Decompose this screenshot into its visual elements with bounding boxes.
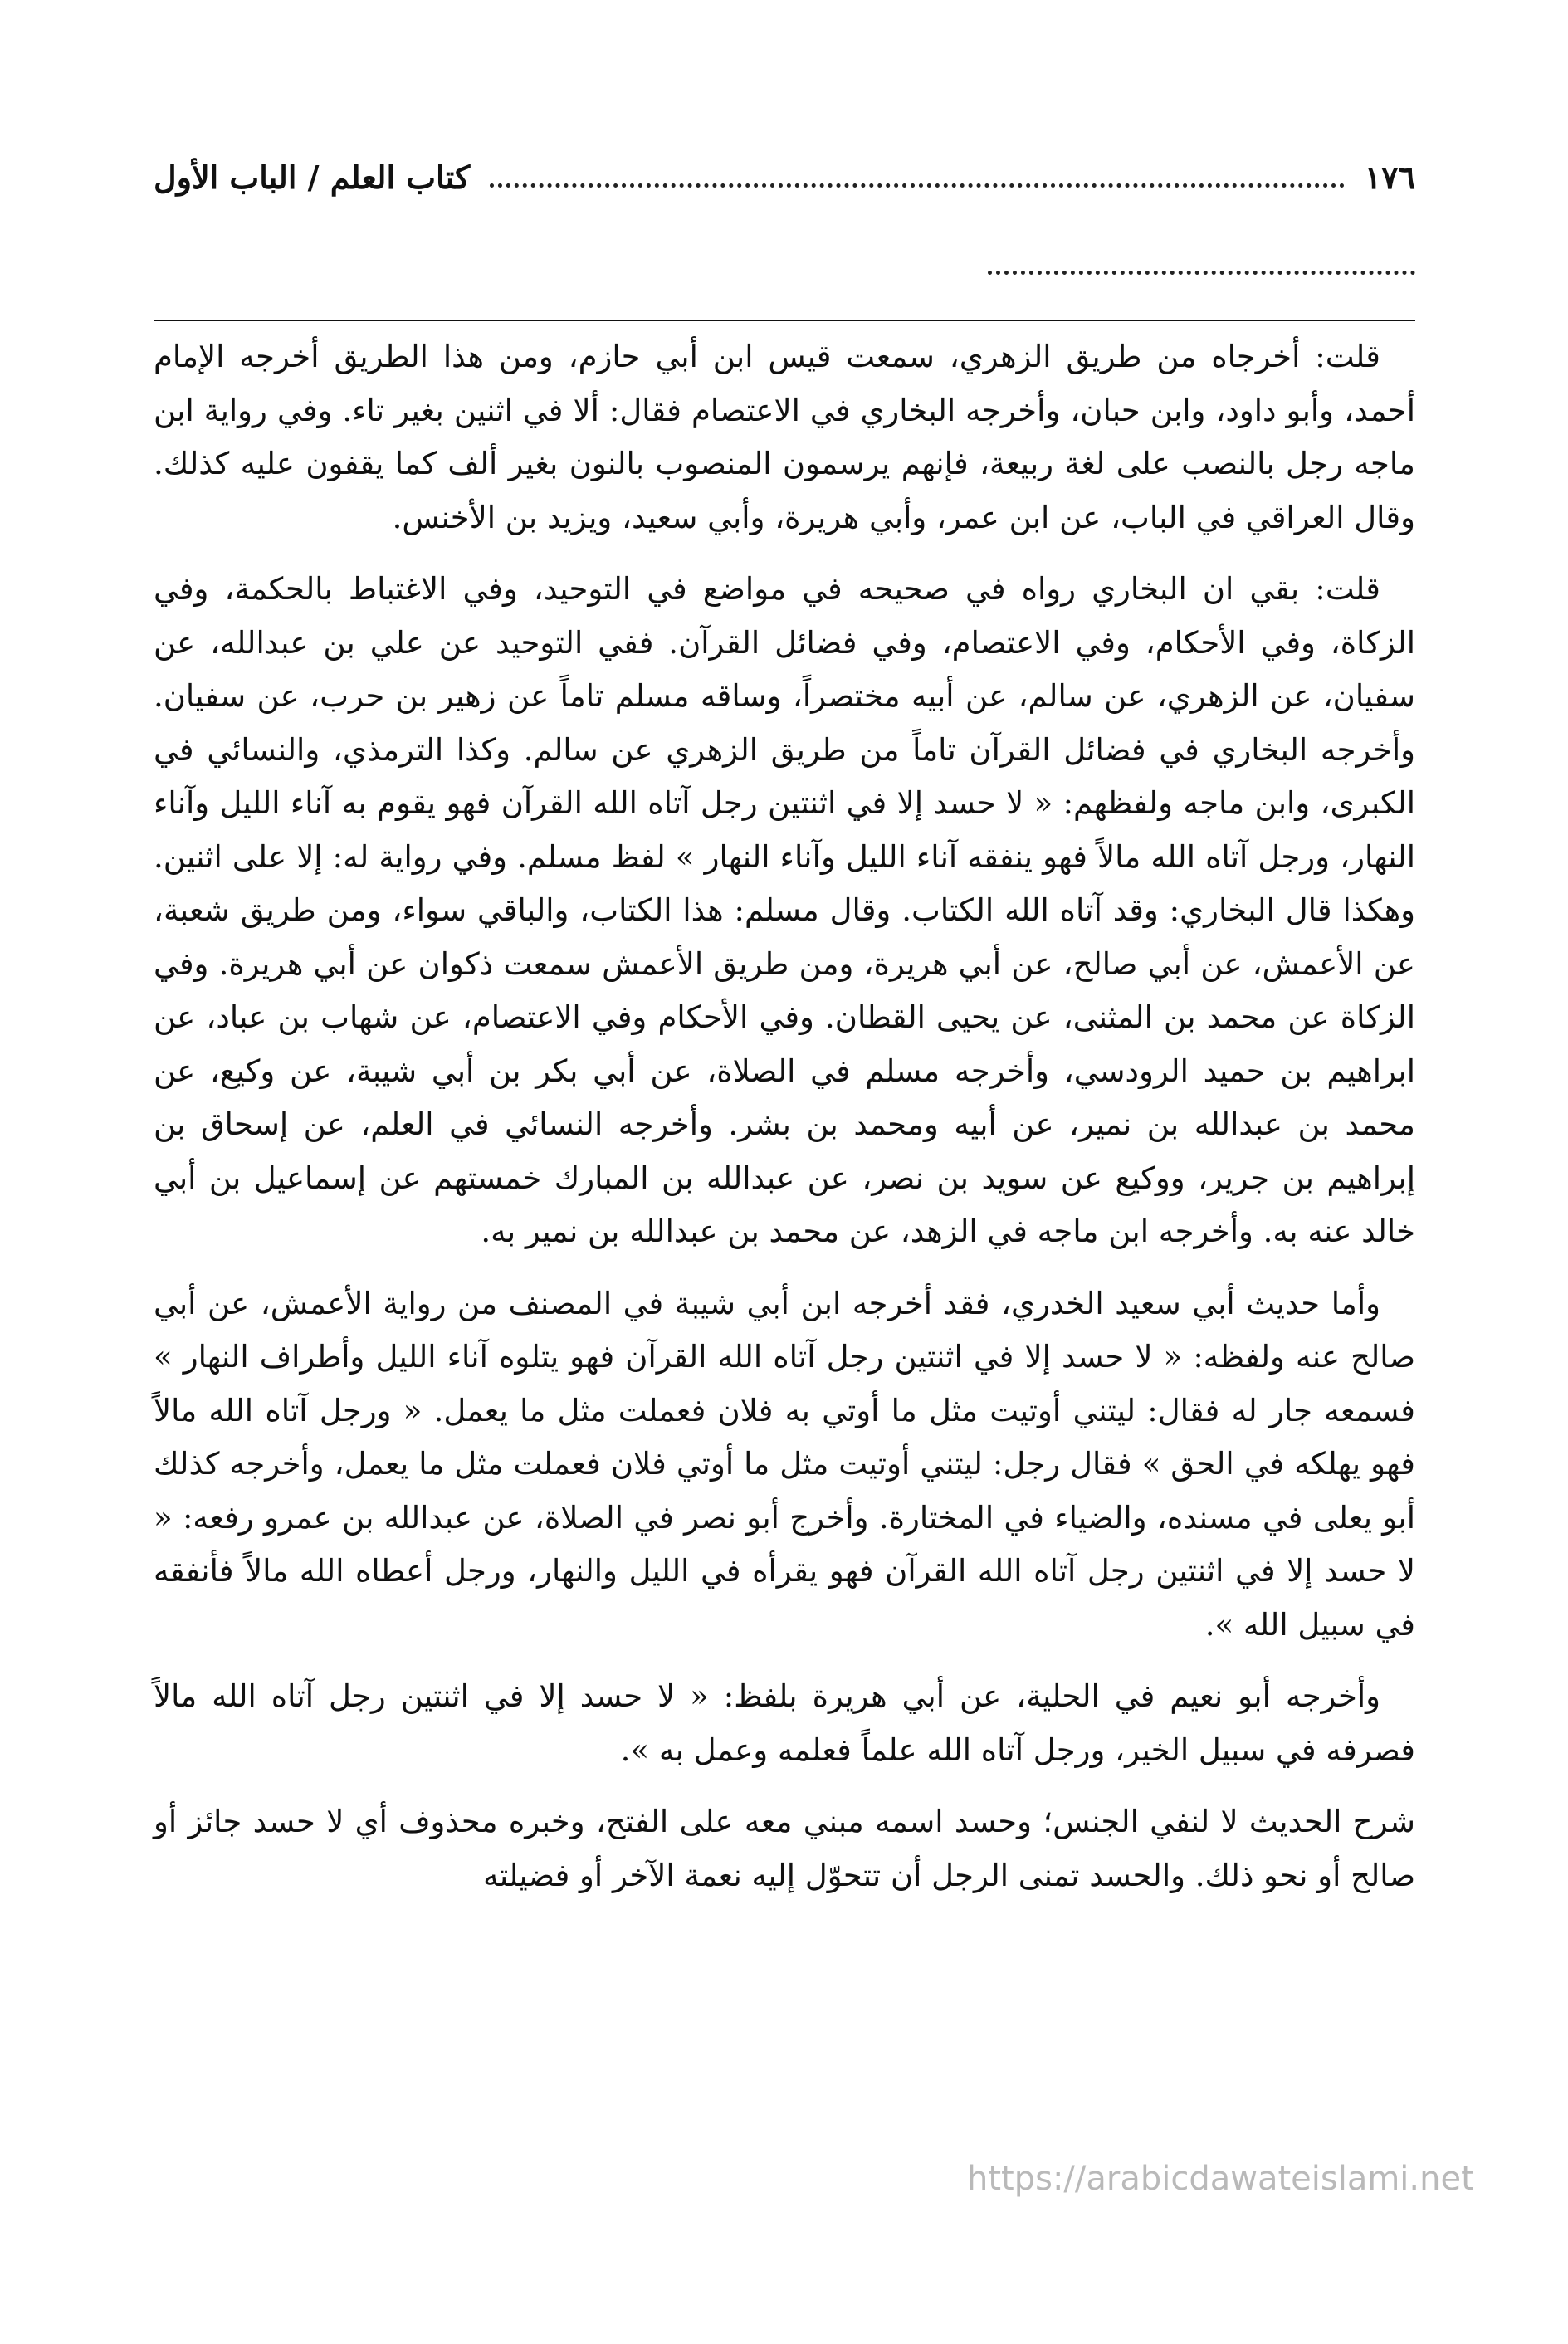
header-leader-dots xyxy=(490,183,1345,188)
header-separator-rule xyxy=(154,320,1415,321)
watermark-url: https://arabicdawateislami.net xyxy=(967,2160,1474,2198)
body-text xyxy=(154,330,1415,1921)
paragraph-5: شرح الحديث لا لنفي الجنس؛ وحسد اسمه مبني معه على الفتح، وخبره محذوف أي لا حسد جائز أو صالح أو نحو ذلك. والحسد تمنى الرجل أن تتحوّل إليه نعمة الآخر أو فضيلته xyxy=(154,1804,1415,1893)
paragraph-1: قلت: أخرجاه من طريق الزهري، سمعت قيس ابن أبي حازم، ومن هذا الطريق أخرجه الإمام أحمد، وأبو داود، وابن حبان، وأخرجه البخاري في الاعتصام فقال: ألا في اثنين بغير تاء. وفي رواية ابن ماجه رجل بالنصب على لغة ربيعة، فإنهم يرسمون المنصوب بالنون بغير ألف كما يقفون عليه كذلك. وقال العراقي في الباب، عن ابن عمر، وأبي هريرة، وأبي سعيد، ويزيد بن الأخنس. xyxy=(154,339,1415,535)
running-title: كتاب العلم / الباب الأول xyxy=(154,158,471,196)
dotted-line xyxy=(988,271,1415,275)
paragraph-4: وأخرجه أبو نعيم في الحلية، عن أبي هريرة بلفظ: « لا حسد إلا في اثنتين رجل آتاه الله مالاً فصرفه في سبيل الخير، ورجل آتاه الله علماً فعلمه وعمل به ». xyxy=(154,1678,1415,1768)
page-header xyxy=(154,148,1415,206)
page-number: ١٧٦ xyxy=(1364,158,1415,196)
paragraph-2: قلت: بقي ان البخاري رواه في صحيحه في مواضع في التوحيد، وفي الاغتباط بالحكمة، وفي الزكاة، وفي الأحكام، وفي الاعتصام، وفي فضائل القرآن. ففي التوحيد عن علي بن عبدالله، عن سفيان، عن الزهري، عن سالم، عن أبيه مختصراً، وساقه مسلم تاماً عن زهير بن حرب، عن سفيان. وأخرجه البخاري في فضائل القرآن تاماً من طريق الزهري عن سالم. وكذا الترمذي، والنسائي في الكبرى، وابن ماجه ولفظهم: « لا حسد إلا في اثنتين رجل آتاه الله القرآن فهو يقوم به آناء الليل وآناء النهار، ورجل آتاه الله مالاً فهو ينفقه آناء الليل وآناء النهار » لفظ مسلم. وفي رواية له: إلا على اثنين. وهكذا قال البخاري: وقد آتاه الله الكتاب. وقال مسلم: هذا الكتاب، والباقي سواء، ومن طريق شعبة، عن الأعمش، عن أبي صالح، عن أبي هريرة، ومن طريق الأعمش سمعت ذكوان عن أبي هريرة. وفي الزكاة عن محمد بن المثنى، عن يحيى القطان. وفي الأحكام وفي الاعتصام، عن شهاب بن عباد، عن ابراهيم بن حميد الرودسي، وأخرجه مسلم في الصلاة، عن أبي بكر بن أبي شيبة، عن وكيع، عن محمد بن عبدالله بن نمير، عن أبيه ومحمد بن بشر. وأخرجه النسائي في العلم، عن إسحاق بن إبراهيم بن جرير، ووكيع عن سويد بن نصر، عن عبدالله بن المبارك خمستهم عن إسماعيل بن أبي خالد عنه به. وأخرجه ابن ماجه في الزهد، عن محمد بن عبدالله بن نمير به. xyxy=(154,571,1415,1249)
paragraph-3: وأما حديث أبي سعيد الخدري، فقد أخرجه ابن أبي شيبة في المصنف من رواية الأعمش، عن أبي صالح عنه ولفظه: « لا حسد إلا في اثنتين رجل آتاه الله القرآن فهو يتلوه آناء الليل وأطراف النهار » فسمعه جار له فقال: ليتني أوتيت مثل ما أوتي به فلان فعملت مثل ما يعمل. « ورجل آتاه الله مالاً فهو يهلكه في الحق » فقال رجل: ليتني أوتيت مثل ما أوتي فلان فعملت مثل ما يعمل، وأخرجه كذلك أبو يعلى في مسنده، والضياء في المختارة. وأخرج أبو نصر في الصلاة، عن عبدالله بن عمرو رفعه: « لا حسد إلا في اثنتين رجل آتاه الله القرآن فهو يقرأه في الليل والنهار، ورجل أعطاه الله مالاً فأنفقه في سبيل الله ». xyxy=(154,1285,1415,1643)
